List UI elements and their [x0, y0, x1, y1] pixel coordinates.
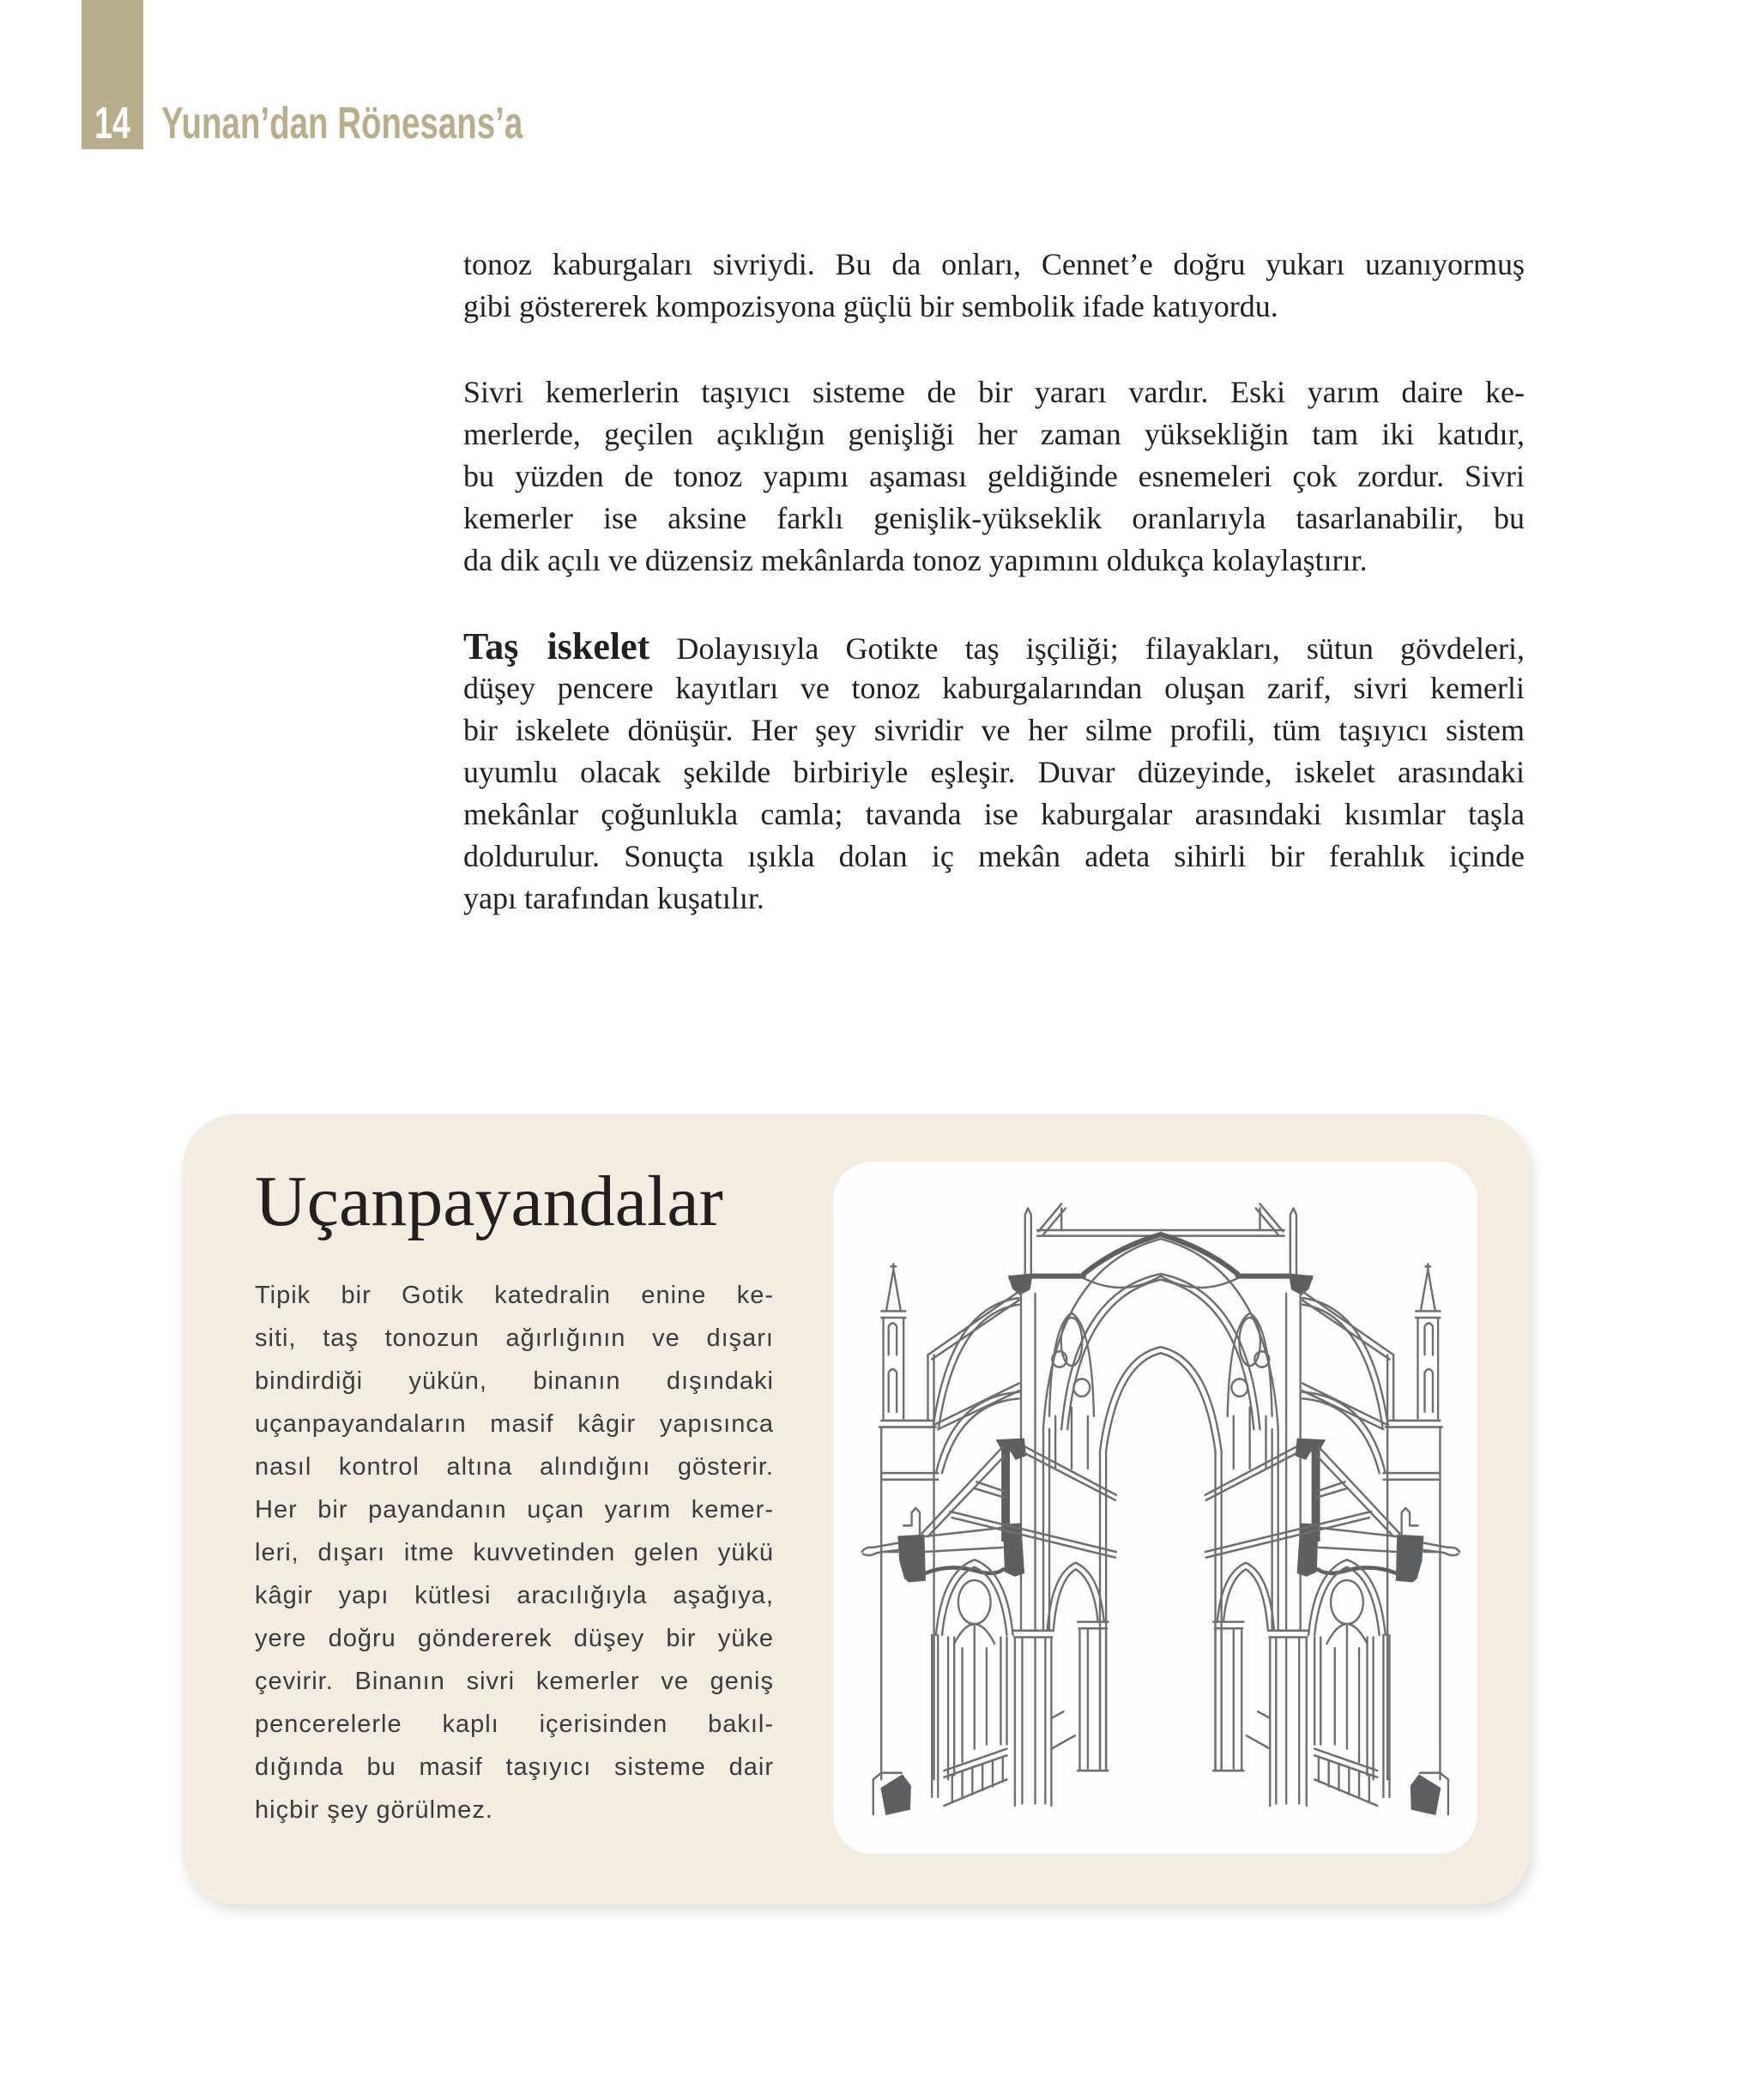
caption-line: hiçbir şey görülmez. — [255, 1796, 493, 1824]
text-line: bu yüzden de tonoz yapımı aşaması geldiğinde esnemeleri çok zordur. Sivri — [463, 459, 1525, 493]
caption-line: çevirir. Binanın sivri kemerler ve geniş — [255, 1668, 774, 1695]
caption-line: Her bir payandanın uçan yarım kemer- — [255, 1496, 774, 1524]
sidebar-box — [183, 1114, 1530, 1904]
text-line: bir iskelete dönüşür. Her şey sivridir ve her silme profili, tüm taşıyıcı sistem — [463, 713, 1525, 747]
text-line: Sivri kemerlerin taşıyıcı sisteme de bir yararı vardır. Eski yarım daire ke- — [463, 375, 1525, 409]
text-line-rest: Dolayısıyla Gotikte taş işçiliği; filayakları, sütun gövdeleri, — [649, 631, 1525, 666]
caption-line: nasıl kontrol altına alındığını gösterir. — [255, 1453, 774, 1481]
paragraph — [463, 371, 1525, 582]
text-line: doldurulur. Sonuçta ışıkla dolan iç mekân adeta sihirli bir ferahlık içinde — [463, 839, 1525, 873]
caption-line: pencerelerle kaplı içerisinden bakıl- — [255, 1711, 774, 1738]
lead-in-heading: Taş iskelet — [463, 625, 650, 667]
illustration-panel — [833, 1162, 1477, 1854]
text-line: merlerde, geçilen açıklığın genişliği her zaman yüksekliğin tam iki katıdır, — [463, 417, 1525, 451]
caption-line: bindirdiği yükün, binanın dışındaki — [255, 1367, 774, 1395]
paragraph — [463, 244, 1525, 328]
text-line: da dik açılı ve düzensiz mekânlarda tonoz yapımını oldukça kolaylaştırır. — [463, 543, 1368, 577]
main-text — [463, 244, 1525, 963]
caption-line: uçanpayandaların masif kâgir yapısınca — [255, 1410, 774, 1438]
cathedral-cross-section-illustration — [841, 1167, 1476, 1853]
page-number-tab — [82, 0, 143, 149]
caption-line: kâgir yapı kütlesi aracılığıyla aşağıya, — [255, 1582, 774, 1609]
sidebar-caption — [255, 1274, 774, 1832]
paragraph — [463, 625, 1525, 920]
page-number: 14 — [94, 99, 130, 148]
caption-line: siti, taş tonozun ağırlığının ve dışarı — [255, 1325, 774, 1352]
caption-line: dığında bu masif taşıyıcı sisteme dair — [255, 1753, 774, 1781]
caption-line: Tipik bir Gotik katedralin enine ke- — [255, 1282, 774, 1309]
text-line: mekânlar çoğunlukla camla; tavanda ise kaburgalar arasındaki kısımlar taşla — [463, 797, 1525, 831]
text-line — [463, 625, 1525, 667]
sidebar-title: Uçanpayandalar — [255, 1162, 723, 1241]
cathedral-left-half — [862, 1204, 1161, 1814]
text-line: düşey pencere kayıtları ve tonoz kaburgalarından oluşan zarif, sivri kemerli — [463, 671, 1525, 705]
text-line: kemerler ise aksine farklı genişlik-yükseklik oranlarıyla tasarlanabilir, bu — [463, 501, 1525, 535]
caption-line: leri, dışarı itme kuvvetinden gelen yükü — [255, 1539, 774, 1566]
text-line: gibi göstererek kompozisyona güçlü bir sembolik ifade katıyordu. — [463, 289, 1278, 323]
text-line: yapı tarafından kuşatılır. — [463, 881, 764, 915]
caption-line: yere doğru göndererek düşey bir yüke — [255, 1625, 774, 1652]
running-header-title: Yunan’dan Rönesans’a — [161, 99, 523, 148]
text-line: tonoz kaburgaları sivriydi. Bu da onları, Cennet’e doğru yukarı uzanıyormuş — [463, 247, 1525, 281]
text-line: uyumlu olacak şekilde birbiriyle eşleşir. Duvar düzeyinde, iskelet arasındaki — [463, 755, 1525, 789]
